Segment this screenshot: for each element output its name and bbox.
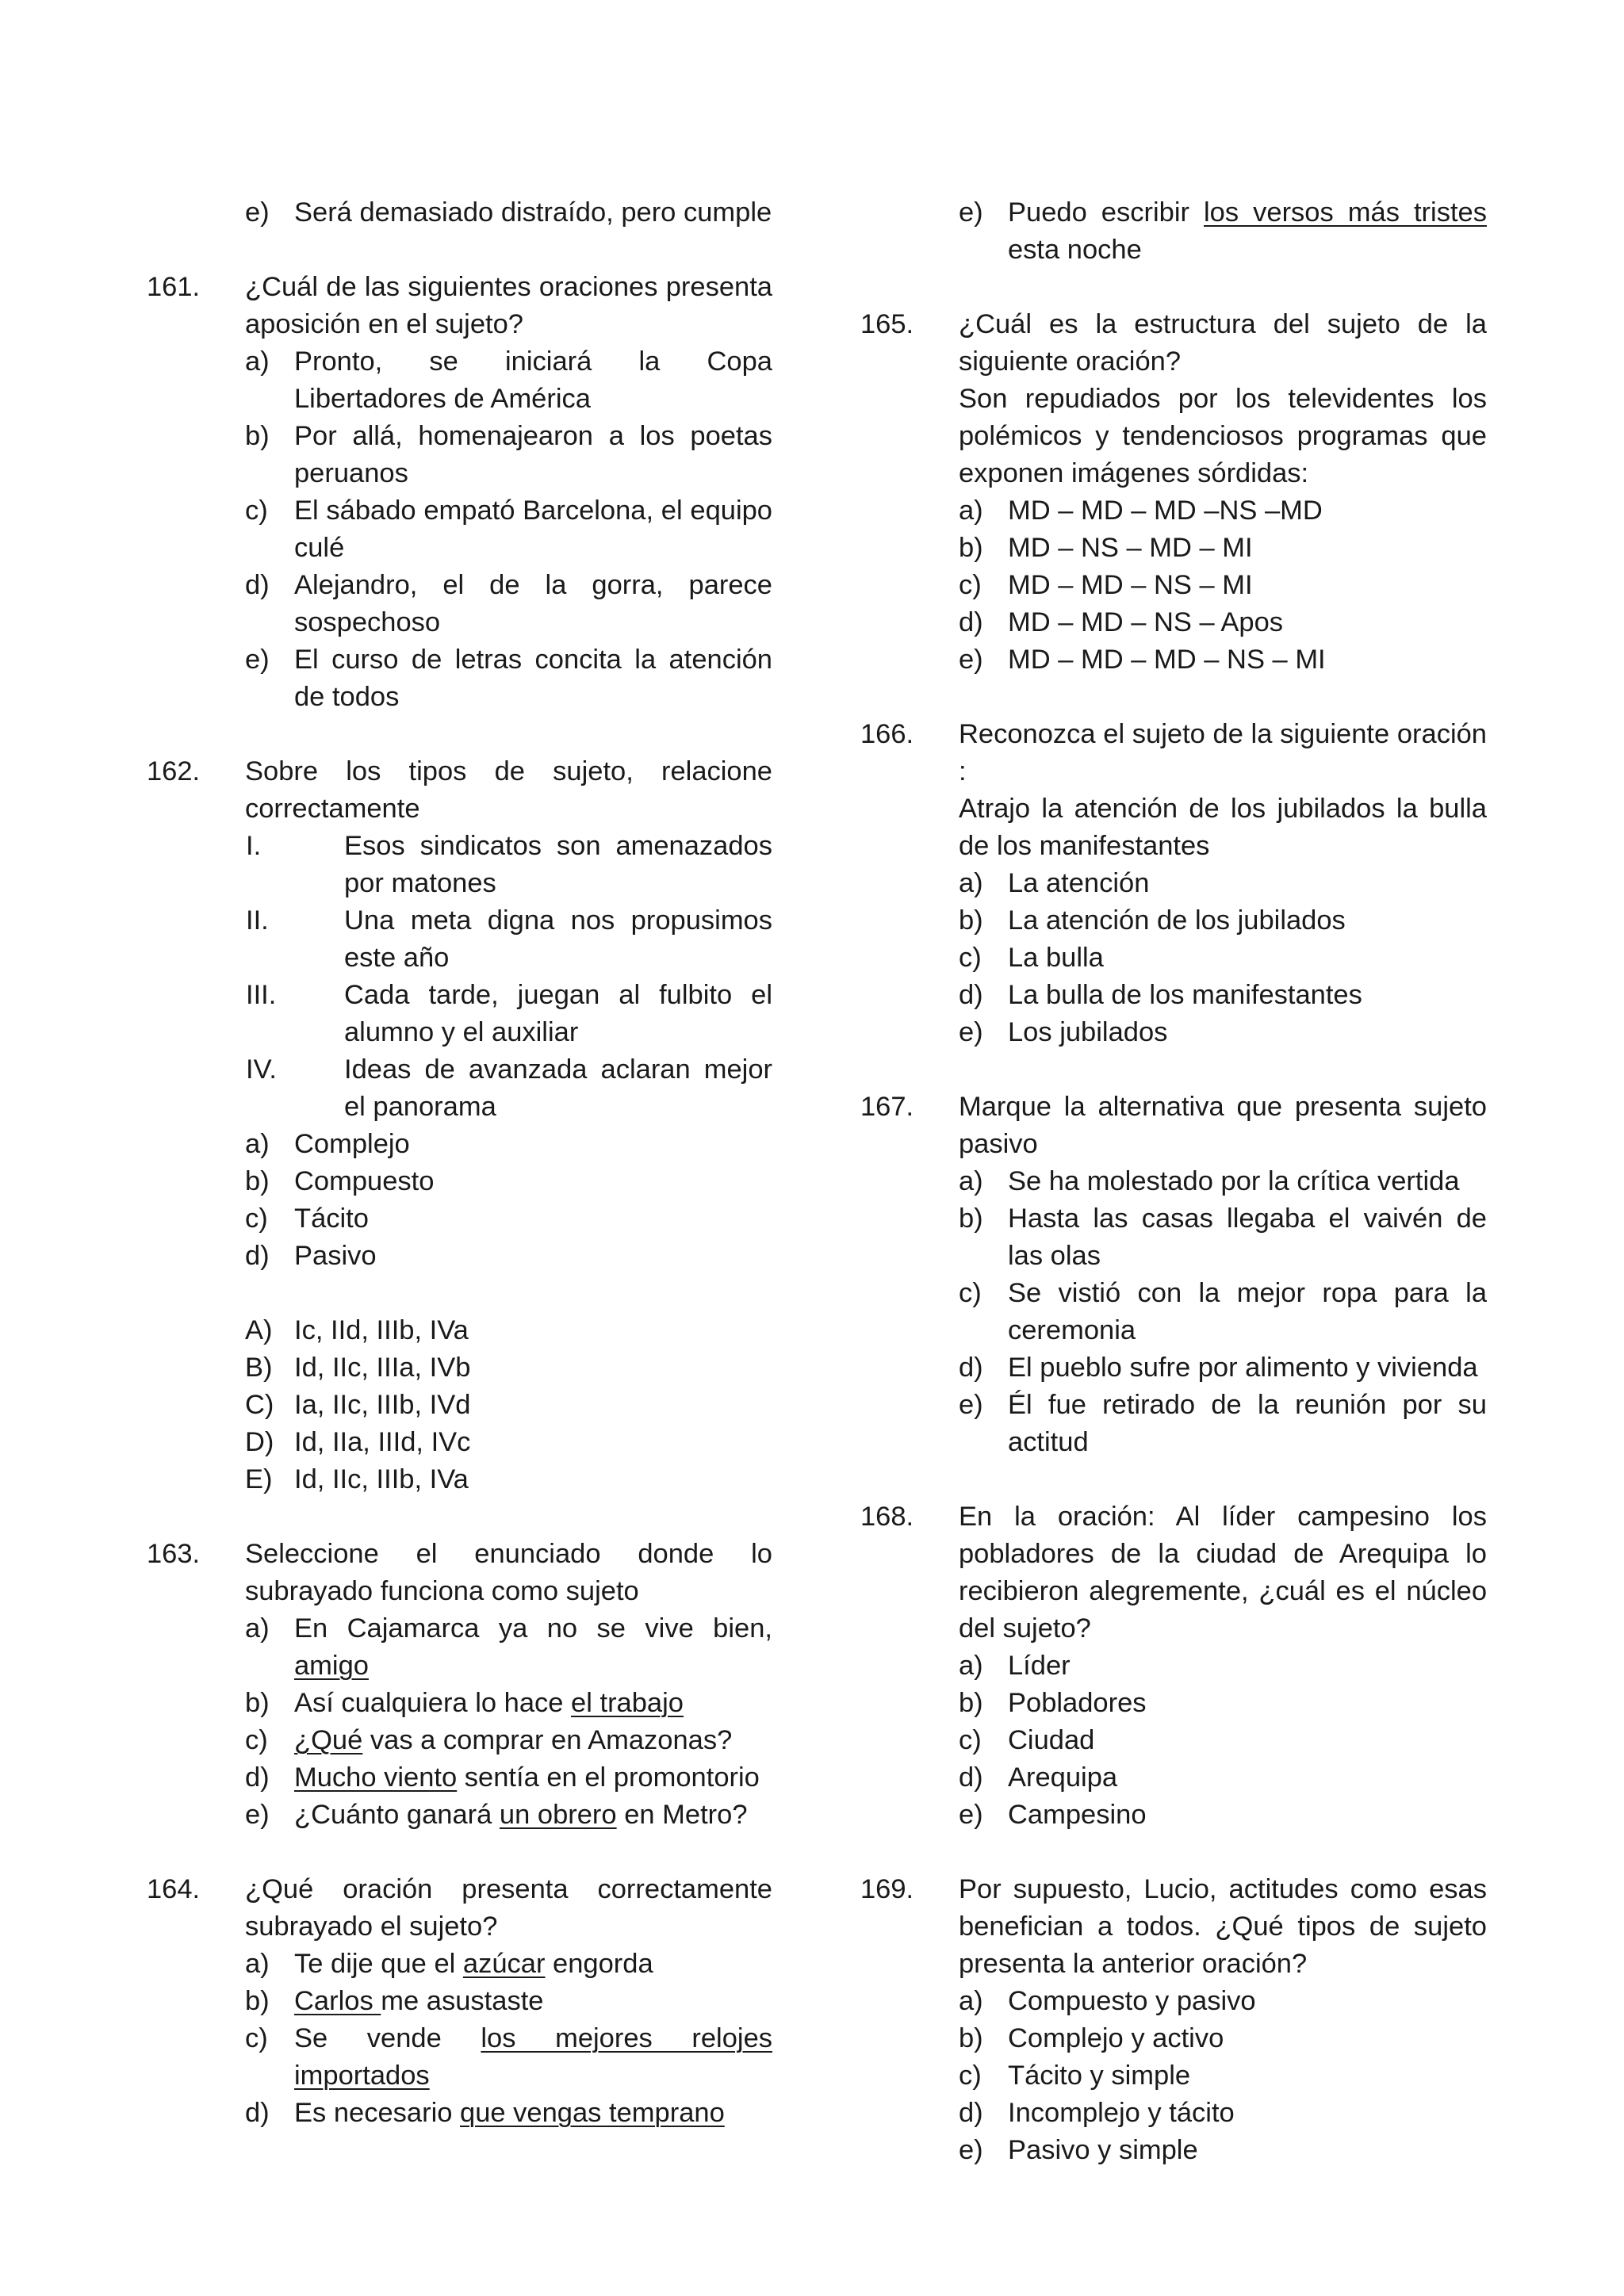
option-c: c) El sábado empató Barcelona, el equipo culé <box>245 496 772 563</box>
roman-item-i: I. Esos sindicatos son amenazados por matones <box>246 831 772 898</box>
question-161 <box>147 269 772 343</box>
option-b: b) Hasta las casas llegaba el vaivén de las olas <box>959 1203 1487 1271</box>
question-163 <box>147 1536 772 1610</box>
option-e: e) Campesino <box>959 1800 1147 1830</box>
left-column <box>147 194 773 2132</box>
option-e: e) ¿Cuánto ganará un obrero en Metro? <box>245 1800 748 1830</box>
underlined-text: azúcar <box>462 1949 546 1979</box>
option-d: d) Es necesario que vengas temprano <box>245 2098 725 2128</box>
question-text: Marque la alternativa que presenta sujeto pasivo <box>959 1092 1487 1159</box>
option-c: c) Ciudad <box>959 1725 1095 1755</box>
option-a: a) MD – MD – MD –NS –MD <box>959 496 1323 526</box>
question-number: 166. <box>860 719 914 749</box>
answer-b: B) Id, IIc, IIIa, IVb <box>245 1353 471 1383</box>
option-b: b) MD – NS – MD – MI <box>959 533 1253 563</box>
question-text: ¿Qué oración presenta correctamente subrayado el sujeto? <box>245 1874 772 1942</box>
question-number: 161. <box>147 272 201 302</box>
option-e: e) Pasivo y simple <box>959 2135 1198 2165</box>
option-d: d) MD – MD – NS – Apos <box>959 607 1284 637</box>
underlined-text: que vengas temprano <box>460 2098 725 2128</box>
option-d: d) Pasivo <box>245 1241 377 1271</box>
option-a: a) Compuesto y pasivo <box>959 1986 1256 2016</box>
underlined-text: el trabajo <box>571 1688 684 1718</box>
question-number: 162. <box>147 756 201 786</box>
option-c: c) MD – MD – NS – MI <box>959 570 1253 600</box>
roman-item-iv: IV. Ideas de avanzada aclaran mejor el panorama <box>246 1054 772 1122</box>
underlined-text: Carlos <box>294 1986 381 2016</box>
underlined-text: amigo <box>294 1651 369 1681</box>
option-d: d) Incomplejo y tácito <box>959 2098 1235 2128</box>
q164-option-e: e) Puedo escribir los versos más tristes esta noche <box>959 197 1487 265</box>
answer-d: D) Id, IIa, IIId, IVc <box>245 1427 471 1457</box>
question-number: 165. <box>860 309 914 339</box>
question-text: ¿Cuál de las siguientes oraciones presenta aposición en el sujeto? <box>245 272 772 339</box>
right-column <box>860 194 1487 2169</box>
option-e: e) Los jubilados <box>959 1017 1168 1047</box>
option-d: d) Alejandro, el de la gorra, parece sospechoso <box>245 570 772 637</box>
question-number: 163. <box>147 1539 201 1569</box>
roman-item-iii: III. Cada tarde, juegan al fulbito el alumno y el auxiliar <box>246 980 772 1047</box>
option-d: d) Mucho viento sentía en el promontorio <box>245 1762 760 1793</box>
option-b: b) Así cualquiera lo hace el trabajo <box>245 1688 684 1718</box>
question-text: ¿Cuál es la estructura del sujeto de la siguiente oración? <box>959 309 1487 377</box>
option-e: e) MD – MD – MD – NS – MI <box>959 645 1326 675</box>
option-a: a) Complejo <box>245 1129 410 1159</box>
q160-option-e: e) Será demasiado distraído, pero cumple <box>245 197 772 228</box>
underlined-text: los versos más tristes <box>1204 197 1487 228</box>
answer-a: A) Ic, IId, IIIb, IVa <box>245 1315 469 1345</box>
underlined-text: un obrero <box>499 1800 617 1830</box>
option-a: a) La atención <box>959 868 1150 898</box>
question-162 <box>147 753 772 828</box>
option-b: b) Compuesto <box>245 1166 435 1196</box>
answer-c: C) Ia, IIc, IIIb, IVd <box>245 1390 471 1420</box>
question-text: Reconozca el sujeto de la siguiente oración : <box>959 719 1487 786</box>
option-d: d) La bulla de los manifestantes <box>959 980 1362 1010</box>
underlined-text: ¿Qué <box>294 1725 363 1755</box>
option-a: a) Líder <box>959 1651 1071 1681</box>
question-sentence: Atrajo la atención de los jubilados la bulla de los manifestantes <box>959 794 1487 861</box>
question-number: 168. <box>860 1502 914 1532</box>
option-b: b) Pobladores <box>959 1688 1147 1718</box>
question-164 <box>147 1871 772 1946</box>
option-a: a) Pronto, se iniciará la Copa Libertadores de América <box>245 346 772 414</box>
option-b: b) Carlos me asustaste <box>245 1986 544 2016</box>
option-b: b) Complejo y activo <box>959 2023 1224 2053</box>
option-d: d) El pueblo sufre por alimento y vivienda <box>959 1353 1478 1383</box>
option-d: d) Arequipa <box>959 1762 1118 1793</box>
option-a: a) Te dije que el azúcar engorda <box>245 1949 653 1979</box>
question-169 <box>860 1871 1487 1983</box>
question-165 <box>860 306 1487 381</box>
question-number: 169. <box>860 1874 914 1904</box>
option-c: c) La bulla <box>959 943 1104 973</box>
roman-item-ii: II. Una meta digna nos propusimos este año <box>246 905 772 973</box>
option-b: b) La atención de los jubilados <box>959 905 1346 936</box>
option-c: c) Tácito y simple <box>959 2061 1191 2091</box>
question-text: Seleccione el enunciado donde lo subrayado funciona como sujeto <box>245 1539 772 1606</box>
option-e: e) El curso de letras concita la atención de todos <box>245 645 772 712</box>
option-c: c) ¿Qué vas a comprar en Amazonas? <box>245 1725 733 1755</box>
question-167 <box>860 1089 1487 1163</box>
question-text: Por supuesto, Lucio, actitudes como esas benefician a todos. ¿Qué tipos de sujeto presenta la anterior oración? <box>959 1874 1487 1979</box>
question-168 <box>860 1498 1487 1647</box>
option-a: a) Se ha molestado por la crítica vertida <box>959 1166 1460 1196</box>
option-a: a) En Cajamarca ya no se vive bien, amigo <box>245 1613 772 1681</box>
question-number: 167. <box>860 1092 914 1122</box>
question-text: Sobre los tipos de sujeto, relacione correctamente <box>245 756 772 824</box>
option-c: c) Se vende los mejores relojes importados <box>245 2023 773 2091</box>
answer-e: E) Id, IIc, IIIb, IVa <box>245 1464 469 1494</box>
underlined-text: Mucho viento <box>294 1762 458 1793</box>
option-e: e) Él fue retirado de la reunión por su actitud <box>959 1390 1487 1457</box>
option-b: b) Por allá, homenajearon a los poetas peruanos <box>245 421 772 488</box>
question-sentence: Son repudiados por los televidentes los polémicos y tendenciosos programas que exponen imágenes sórdidas: <box>959 384 1487 488</box>
option-c: c) Se vistió con la mejor ropa para la ceremonia <box>959 1278 1487 1345</box>
option-c: c) Tácito <box>245 1203 369 1234</box>
question-text: En la oración: Al líder campesino los pobladores de la ciudad de Arequipa lo recibieron alegremente, ¿cuál es el núcleo del sujeto? <box>959 1502 1487 1644</box>
question-166 <box>860 716 1487 790</box>
underlined-text: los mejores relojes importados <box>294 2023 773 2091</box>
question-number: 164. <box>147 1874 201 1904</box>
